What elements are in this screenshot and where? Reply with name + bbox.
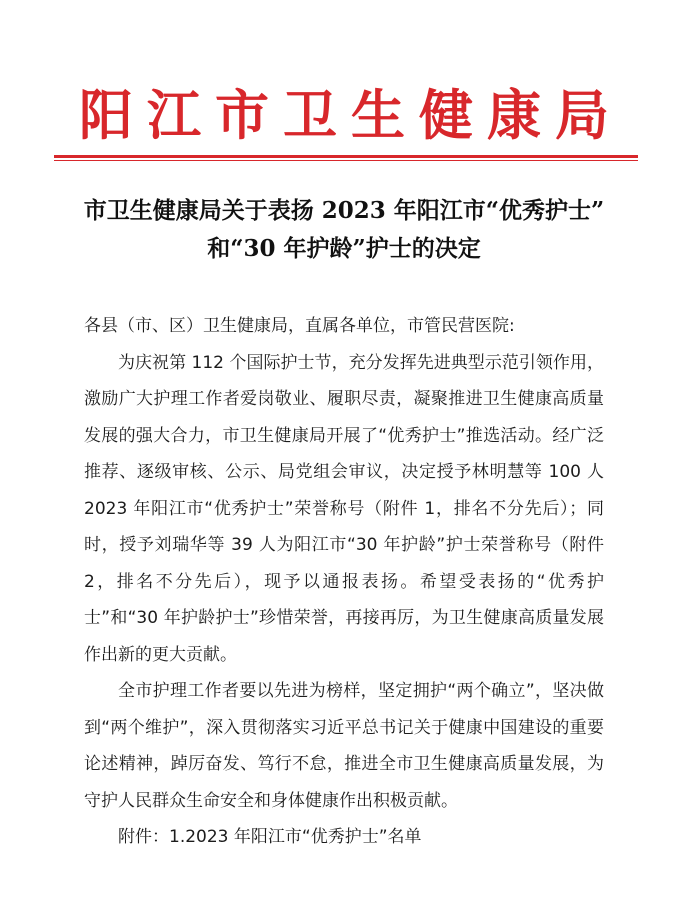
letterhead-rule-thin: [54, 160, 638, 161]
letterhead-rule-thick: [54, 155, 638, 158]
body-paragraph-1: 为庆祝第 112 个国际护士节，充分发挥先进典型示范引领作用，激励广大护理工作者爱岗敬业、履职尽责，凝聚推进卫生健康高质量发展的强大合力，市卫生健康局开展了“优秀护士”推选活动。经广泛推荐、逐级审核、公示、局党组会审议，决定授予林明慧等 100 人 2023 年阳江市“优秀护士”荣誉称号（附件 1，排名不分先后）；同时，授予刘瑞华等 39 人为阳江市“30 年护龄”护士荣誉称号（附件 2，排名不分先后），现予以通报表扬。希望受表扬的“优秀护士”和“30 年护龄护士”珍惜荣誉，再接再厉，为卫生健康高质量发展作出新的更大贡献。: [84, 352, 604, 665]
body-paragraph-2: 全市护理工作者要以先进为榜样，坚定拥护“两个确立”，坚决做到“两个维护”，深入贯彻落实习近平总书记关于健康中国建设的重要论述精神，踔厉奋发、笃行不怠，推进全市卫生健康高质量发展，为守护人民群众生命安全和身体健康作出积极贡献。: [84, 681, 604, 811]
document-title: [40, 192, 648, 268]
document-title-line-2: 和“30 年护龄”护士的决定: [207, 235, 481, 262]
salutation: 各县（市、区）卫生健康局，直属各单位，市管民营医院:: [84, 316, 515, 336]
document-title-line-1: 市卫生健康局关于表扬 2023 年阳江市“优秀护士”: [83, 197, 605, 224]
attachment-line: 附件：1.2023 年阳江市“优秀护士”名单: [118, 827, 422, 847]
document-body: [84, 308, 604, 856]
letterhead-org-name: 阳江市卫生健康局: [79, 83, 623, 147]
